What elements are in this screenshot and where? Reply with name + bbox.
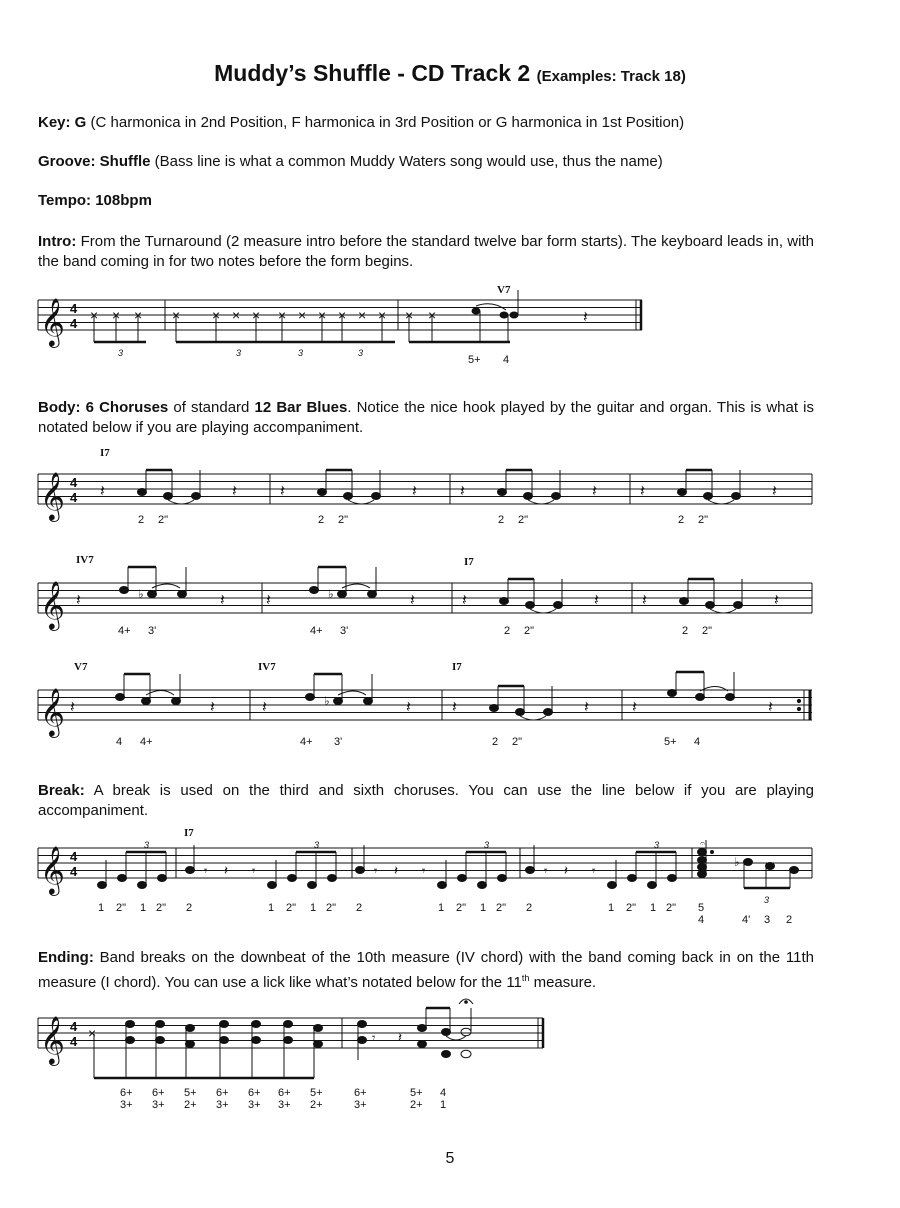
svg-text:2+: 2+ (184, 1099, 197, 1111)
staff-body-2 (0, 545, 900, 640)
svg-text:𝄽: 𝄽 (460, 483, 465, 500)
svg-text:𝄾: 𝄾 (544, 863, 548, 878)
svg-text:2": 2" (666, 902, 677, 914)
svg-text:6+: 6+ (152, 1087, 165, 1099)
svg-text:2: 2 (138, 514, 145, 526)
intro-label: Intro: (38, 233, 77, 250)
time-sig-top: 4 (70, 475, 78, 490)
chord-v7: V7 (74, 661, 88, 673)
break-label: Break: (38, 782, 85, 799)
svg-text:2": 2" (524, 625, 535, 637)
svg-text:×: × (318, 307, 327, 323)
svg-text:𝄽: 𝄽 (262, 699, 267, 716)
svg-text:3: 3 (314, 840, 320, 850)
svg-text:𝄽: 𝄽 (594, 592, 599, 609)
svg-text:4: 4 (698, 914, 705, 926)
treble-clef: 𝄞 (40, 846, 65, 893)
svg-text:2: 2 (186, 902, 193, 914)
svg-text:2: 2 (526, 902, 533, 914)
svg-text:×: × (298, 307, 307, 323)
svg-text:4: 4 (440, 1087, 447, 1099)
harp-numbers (138, 514, 708, 526)
svg-text:𝄾: 𝄾 (252, 863, 256, 878)
svg-text:𝄽: 𝄽 (642, 592, 647, 609)
svg-text:5: 5 (698, 902, 705, 914)
tie (476, 304, 506, 310)
svg-text:1: 1 (98, 902, 105, 914)
break-figures (98, 845, 257, 889)
svg-text:2: 2 (492, 736, 499, 748)
svg-text:3: 3 (654, 840, 660, 850)
svg-text:𝄾: 𝄾 (592, 863, 596, 878)
svg-text:3: 3 (298, 348, 304, 358)
svg-text:𝄽: 𝄽 (280, 483, 285, 500)
svg-text:♭: ♭ (324, 694, 330, 708)
svg-text:2": 2" (496, 902, 507, 914)
svg-text:5+: 5+ (664, 736, 677, 748)
staff-lines (38, 474, 812, 504)
svg-text:3+: 3+ (248, 1099, 261, 1111)
key-line (38, 113, 814, 133)
time-sig-bottom: 4 (70, 490, 78, 505)
svg-text:6+: 6+ (278, 1087, 291, 1099)
svg-text:3+: 3+ (354, 1099, 367, 1111)
chord-iv7: IV7 (76, 554, 94, 566)
svg-text:×: × (112, 307, 121, 323)
svg-text:6+: 6+ (216, 1087, 229, 1099)
ending-text-2: measure. (529, 974, 597, 991)
svg-text:3+: 3+ (120, 1099, 133, 1111)
svg-text:4+: 4+ (140, 736, 153, 748)
svg-text:1: 1 (438, 902, 445, 914)
svg-text:2": 2" (286, 902, 297, 914)
svg-text:5+: 5+ (184, 1087, 197, 1099)
svg-text:𝄽: 𝄽 (452, 699, 457, 716)
svg-text:𝄽: 𝄽 (220, 592, 225, 609)
staff-lines (38, 690, 812, 720)
svg-text:3: 3 (144, 840, 150, 850)
svg-text:𝄽: 𝄽 (564, 863, 568, 878)
hook-figures (100, 470, 777, 504)
svg-text:𝄽: 𝄽 (232, 483, 237, 500)
svg-text:2": 2" (456, 902, 467, 914)
chord-i7: I7 (464, 556, 474, 568)
svg-text:♭: ♭ (734, 855, 740, 869)
svg-text:2: 2 (356, 902, 363, 914)
body-label: Body: 6 Choruses (38, 399, 169, 416)
body-text-1: of standard (168, 399, 255, 416)
svg-text:𝄽: 𝄽 (100, 483, 105, 500)
treble-clef: 𝄞 (40, 298, 65, 345)
page-title (0, 60, 900, 87)
svg-text:×: × (338, 307, 347, 323)
svg-text:3': 3' (148, 625, 157, 637)
key-text: (C harmonica in 2nd Position, F harmonica in 3rd Position or G harmonica in 1st Position) (86, 114, 685, 131)
svg-text:×: × (232, 307, 241, 323)
quarter-rest: 𝄽 (583, 309, 588, 326)
svg-text:×: × (134, 307, 143, 323)
body-text-2: . Notice the nice hook played by the guitar and organ. This is what is notated below if you are playing accompaniment. (38, 399, 814, 436)
chord-i7: I7 (452, 661, 462, 673)
svg-text:2: 2 (678, 514, 685, 526)
ending-sup: th (521, 973, 530, 983)
svg-text:4+: 4+ (118, 625, 131, 637)
svg-text:4: 4 (694, 736, 701, 748)
ending-label: Ending: (38, 949, 94, 966)
intro-paragraph (38, 232, 814, 272)
svg-text:1: 1 (440, 1099, 447, 1111)
svg-text:3: 3 (764, 895, 770, 905)
svg-text:𝄽: 𝄽 (70, 699, 75, 716)
note-head (500, 312, 509, 319)
svg-text:3+: 3+ (152, 1099, 165, 1111)
harp-4: 4 (503, 354, 510, 366)
harp-numbers (116, 736, 700, 748)
harp-numbers (120, 1087, 446, 1111)
ending-text-1: Band breaks on the downbeat of the 10th measure (IV chord) with the band coming back in on the 11th measure (I chord). You can use a lick like what’s notated below for the 11 (38, 949, 814, 991)
svg-text:2": 2" (512, 736, 523, 748)
svg-text:4+: 4+ (300, 736, 313, 748)
groove-text: (Bass line is what a common Muddy Waters song would use, thus the name) (150, 153, 663, 170)
groove-line (38, 152, 814, 172)
svg-text:𝄽: 𝄽 (632, 699, 637, 716)
time-sig-top: 4 (70, 1019, 78, 1034)
svg-text:𝄽: 𝄽 (406, 699, 411, 716)
tempo-label: Tempo: 108bpm (38, 192, 152, 209)
svg-text:×: × (278, 307, 287, 323)
svg-text:2: 2 (786, 914, 793, 926)
svg-text:𝄽: 𝄽 (398, 1030, 402, 1045)
svg-text:♭: ♭ (328, 587, 334, 601)
staff-break (0, 825, 900, 930)
svg-text:𝄽: 𝄽 (592, 483, 597, 500)
title-main: Muddy’s Shuffle - CD Track 2 (214, 60, 531, 86)
staff-ending (0, 995, 900, 1115)
treble-clef: 𝄞 (40, 1016, 65, 1063)
svg-text:2": 2" (702, 625, 713, 637)
svg-text:4': 4' (742, 914, 751, 926)
svg-text:𝄽: 𝄽 (410, 592, 415, 609)
svg-text:𝄐: 𝄐 (700, 838, 706, 848)
staff-body-3 (0, 652, 900, 752)
svg-text:3+: 3+ (216, 1099, 229, 1111)
page-number: 5 (445, 1150, 455, 1167)
svg-text:3: 3 (484, 840, 490, 850)
time-sig-bottom: 4 (70, 316, 78, 331)
svg-text:×: × (252, 307, 261, 323)
svg-text:2: 2 (504, 625, 511, 637)
svg-text:3': 3' (340, 625, 349, 637)
triplet-marks (144, 840, 769, 905)
note-head (510, 312, 519, 319)
svg-text:×: × (378, 307, 387, 323)
svg-text:2": 2" (338, 514, 349, 526)
svg-text:×: × (358, 307, 367, 323)
x-note: × (88, 1025, 97, 1041)
svg-text:6+: 6+ (120, 1087, 133, 1099)
svg-text:×: × (405, 307, 414, 323)
svg-text:𝄽: 𝄽 (210, 699, 215, 716)
svg-text:♭: ♭ (138, 587, 144, 601)
svg-text:2": 2" (698, 514, 709, 526)
intro-text: From the Turnaround (2 measure intro before the standard twelve bar form starts). The keyboard leads in, with the band coming in for two notes before the form begins. (38, 233, 814, 270)
svg-text:1: 1 (650, 902, 657, 914)
svg-text:3+: 3+ (278, 1099, 291, 1111)
time-sig-top: 4 (70, 301, 78, 316)
chord-iv7: IV7 (258, 661, 276, 673)
svg-text:2": 2" (518, 514, 529, 526)
svg-text:5+: 5+ (410, 1087, 423, 1099)
svg-text:1: 1 (140, 902, 147, 914)
svg-text:×: × (90, 307, 99, 323)
svg-text:3: 3 (358, 348, 364, 358)
treble-clef: 𝄞 (40, 688, 65, 735)
chord-i7: I7 (100, 447, 110, 459)
treble-clef: 𝄞 (40, 472, 65, 519)
time-sig-top: 4 (70, 849, 78, 864)
harp-numbers (98, 902, 792, 926)
svg-text:×: × (428, 307, 437, 323)
chord-i7: I7 (184, 827, 194, 839)
svg-text:𝄾: 𝄾 (374, 863, 378, 878)
svg-text:1: 1 (268, 902, 275, 914)
ending-paragraph (38, 948, 814, 993)
svg-text:3: 3 (764, 914, 771, 926)
svg-text:4+: 4+ (310, 625, 323, 637)
svg-text:2": 2" (626, 902, 637, 914)
time-sig-bottom: 4 (70, 864, 78, 879)
treble-clef: 𝄞 (40, 581, 65, 628)
groove-label: Groove: Shuffle (38, 153, 151, 170)
svg-text:3: 3 (118, 348, 124, 358)
svg-text:𝄽: 𝄽 (584, 699, 589, 716)
svg-text:2: 2 (682, 625, 689, 637)
svg-text:𝄾: 𝄾 (204, 863, 208, 878)
break-paragraph (38, 781, 814, 821)
svg-text:𝄽: 𝄽 (412, 483, 417, 500)
svg-text:6+: 6+ (248, 1087, 261, 1099)
svg-text:𝄽: 𝄽 (394, 863, 398, 878)
svg-text:×: × (172, 307, 181, 323)
svg-text:3: 3 (236, 348, 242, 358)
chord-v7: V7 (497, 284, 511, 296)
harp-numbers (118, 625, 712, 637)
svg-text:2: 2 (498, 514, 505, 526)
svg-text:𝄾: 𝄾 (422, 863, 426, 878)
break-text: A break is used on the third and sixth choruses. You can use the line below if you are playing accompaniment. (38, 782, 814, 819)
svg-text:2": 2" (326, 902, 337, 914)
body-bold-2: 12 Bar Blues (254, 399, 348, 416)
triplet-marks (118, 348, 363, 358)
svg-text:𝄽: 𝄽 (462, 592, 467, 609)
svg-text:𝄽: 𝄽 (774, 592, 779, 609)
svg-text:1: 1 (310, 902, 317, 914)
body-paragraph (38, 398, 814, 438)
svg-text:4: 4 (116, 736, 123, 748)
svg-text:6+: 6+ (354, 1087, 367, 1099)
note-head (472, 308, 481, 315)
svg-text:𝄾: 𝄾 (372, 1030, 376, 1045)
svg-text:𝄽: 𝄽 (640, 483, 645, 500)
svg-text:𝄽: 𝄽 (266, 592, 271, 609)
ending-double-stops (94, 999, 473, 1078)
time-sig-bottom: 4 (70, 1034, 78, 1049)
svg-text:𝄽: 𝄽 (772, 483, 777, 500)
svg-text:2: 2 (318, 514, 325, 526)
svg-text:2": 2" (116, 902, 127, 914)
title-sub: (Examples: Track 18) (536, 68, 686, 85)
svg-text:𝄽: 𝄽 (76, 592, 81, 609)
svg-text:3': 3' (334, 736, 343, 748)
harp-5plus: 5+ (468, 354, 481, 366)
svg-text:×: × (212, 307, 221, 323)
svg-text:2": 2" (156, 902, 167, 914)
staff-body-1 (0, 445, 900, 530)
tempo-line (38, 191, 814, 211)
svg-text:𝄽: 𝄽 (768, 699, 773, 716)
svg-text:5+: 5+ (310, 1087, 323, 1099)
svg-text:2+: 2+ (410, 1099, 423, 1111)
svg-text:2": 2" (158, 514, 169, 526)
svg-text:𝄽: 𝄽 (224, 863, 228, 878)
svg-text:2+: 2+ (310, 1099, 323, 1111)
key-label: Key: G (38, 114, 87, 131)
svg-text:1: 1 (608, 902, 615, 914)
svg-text:1: 1 (480, 902, 487, 914)
staff-intro (0, 278, 900, 370)
